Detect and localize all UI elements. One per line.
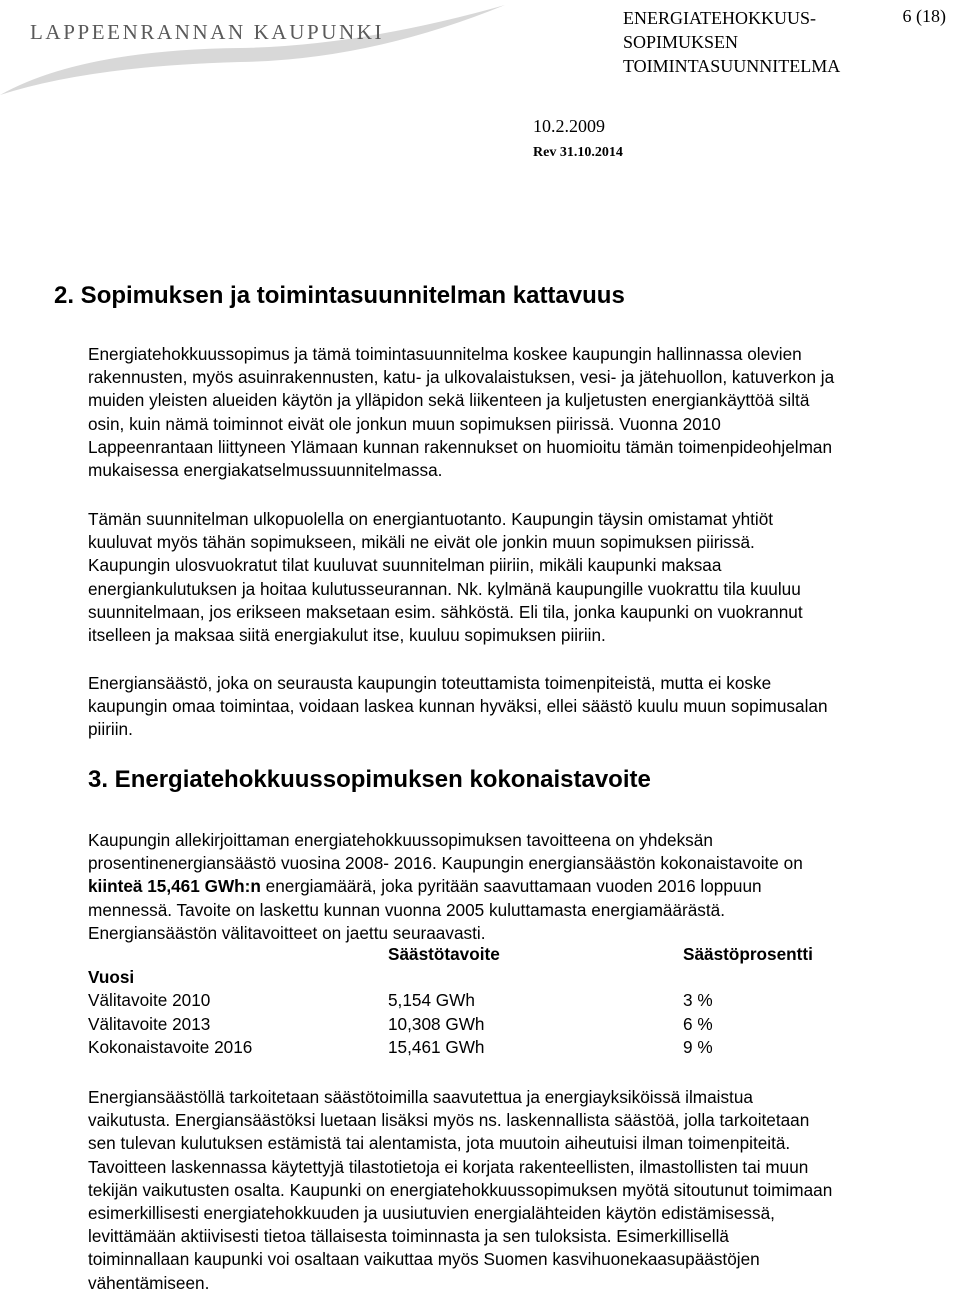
text-line: Energiansäästön välitavoitteet on jaettu seuraavasti. xyxy=(88,922,486,943)
paragraph xyxy=(88,1086,958,1295)
text-line: prosentinenergiansäästö vuosina 2008- 2016. Kaupungin energiansäästön kokonaistavoite on xyxy=(88,853,803,874)
column-header-savings-percent: Säästöprosentti xyxy=(683,944,813,964)
column-header-year: Vuosi xyxy=(88,967,135,988)
text-line: Energiatehokkuussopimus ja tämä toimintasuunnitelma koskee kaupungin hallinnassa olevien xyxy=(88,344,802,364)
title-line: TOIMINTASUUNNITELMA xyxy=(623,56,841,76)
row-target: 10,308 GWh xyxy=(388,1013,485,1034)
text-line: rakennusten, myös asuinrakennusten, katu- ja ulkovalaistuksen, vesi- ja jätehuollon, katuverkon ja xyxy=(88,367,835,388)
text-line: energiankulutuksen ja hoitaa kulutusseurannan. Nk. kylmänä kaupungille vuokrattu tila kuuluu xyxy=(88,578,801,599)
row-label: Kokonaistavoite 2016 xyxy=(88,1036,253,1057)
title-line: SOPIMUKSEN xyxy=(623,32,739,52)
text-line: sen tulevan kulutuksen estämistä tai alentamista, jota muutoin aiheutuisi ilman toimenpiteitä. xyxy=(88,1133,791,1154)
text-line: mennessä. Tavoite on laskettu kunnan vuonna 2005 kuluttamasta energiamäärästä. xyxy=(88,899,725,920)
paragraph xyxy=(88,508,958,647)
page-number: 6 (18) xyxy=(902,6,946,26)
text-line: Tämän suunnitelman ulkopuolella on energiantuotanto. Kaupungin täysin omistamat yhtiöt xyxy=(88,509,774,529)
text-line: Lappeenrantaan liittyneen Ylämaan kunnan rakennukset on huomioitu tämän toimenpideohjelman xyxy=(88,436,833,457)
text-line: levittämään aktiivisesti tietoa tällaisesta toiminnasta ja sen tuloksista. Esimerkillisellä xyxy=(88,1226,729,1247)
row-label: Välitavoite 2013 xyxy=(88,1013,211,1034)
text-line: vähentämiseen. xyxy=(88,1272,210,1293)
row-percent: 3 % xyxy=(683,990,713,1011)
text-line: osin, kuin nämä toiminnot eivät ole jonkun muun sopimuksen piirissä. Vuonna 2010 xyxy=(88,413,721,434)
paragraph xyxy=(88,829,958,945)
text-line: vaikutusta. Energiansäästöksi luetaan lisäksi myös ns. laskennallista säästöä, jolla tarkoitetaan xyxy=(88,1110,810,1131)
bold-target-text: kiinteä 15,461 GWh:n xyxy=(88,876,261,897)
text-line: Kaupungin ulosvuokratut tilat kuuluvat suunnitelman piiriin, mikäli kaupunki maksaa xyxy=(88,555,722,576)
text-run: energiamäärä, joka pyritään saavuttamaan vuoden 2016 loppuun xyxy=(260,876,762,897)
title-line: ENERGIATEHOKKUUS- xyxy=(623,8,816,28)
paragraph xyxy=(88,343,958,482)
text-line: suunnitelmaan, jos erikseen maksetaan esim. sähköstä. Eli tila, jonka kaupunki on vuokrannut xyxy=(88,601,803,622)
text-line: Energiansäästö, joka on seurausta kaupungin toteuttamista toimenpiteistä, mutta ei koske xyxy=(88,673,772,693)
section-heading: 2. Sopimuksen ja toimintasuunnitelman kattavuus xyxy=(54,282,625,309)
section-heading: 3. Energiatehokkuussopimuksen kokonaistavoite xyxy=(88,766,651,793)
paragraph xyxy=(88,672,958,742)
text-line: tekijän vaikutusten osalta. Kaupunki on energiatehokkuussopimuksen myötä sitoutunut toimimaan xyxy=(88,1179,833,1200)
text-line: kuuluvat myös tähän sopimukseen, mikäli ne eivät ole jonkin muun sopimuksen piirissä. xyxy=(88,532,755,553)
logo-swoosh-icon xyxy=(0,0,520,95)
text-line: Tavoitteen laskennassa käytettyjä tilastotietoja ei korjata rakenteellisten, ilmastollisten tai muun xyxy=(88,1156,809,1177)
column-header-savings-target: Säästötavoite xyxy=(388,944,500,964)
text-line: Kaupungin allekirjoittaman energiatehokkuussopimuksen tavoitteena on yhdeksän xyxy=(88,830,713,850)
revision-date: Rev 31.10.2014 xyxy=(533,145,623,160)
row-target: 5,154 GWh xyxy=(388,990,475,1011)
row-percent: 9 % xyxy=(683,1036,713,1057)
document-date: 10.2.2009 xyxy=(533,116,605,136)
logo-text: LAPPEENRANNAN KAUPUNKI xyxy=(30,20,385,44)
text-line: itselleen ja maksaa siitä energiakulut itse, kuuluu sopimuksen piiriin. xyxy=(88,625,606,646)
text-line: kaupungin omaa toimintaa, voidaan laskea kunnan hyväksi, ellei säästö kuulu muun sopimusalan xyxy=(88,696,828,717)
text-line: esimerkillisesti energiatehokkuuden ja uusiutuvien energialähteiden käytön edistämisessä, xyxy=(88,1203,775,1224)
row-target: 15,461 GWh xyxy=(388,1036,485,1057)
text-line: muiden yleisten alueiden käytön ja ylläpidon sekä liikenteen ja kuljetusten energiankäyttöä siltä xyxy=(88,390,810,411)
row-percent: 6 % xyxy=(683,1013,713,1034)
text-line: toiminnallaan kaupunki voi osaltaan vaikuttaa myös Suomen kasvihuonekaasupäästöjen xyxy=(88,1249,760,1270)
text-line: Energiansäästöllä tarkoitetaan säästötoimilla saavutettua ja energiayksiköissä ilmaistua xyxy=(88,1087,753,1107)
text-line xyxy=(88,875,958,898)
text-line: piiriin. xyxy=(88,719,133,740)
text-line: mukaisessa energiakatselmussuunnitelmassa. xyxy=(88,460,443,481)
document-title xyxy=(623,6,840,78)
city-logo xyxy=(30,22,384,43)
row-label: Välitavoite 2010 xyxy=(88,990,211,1011)
